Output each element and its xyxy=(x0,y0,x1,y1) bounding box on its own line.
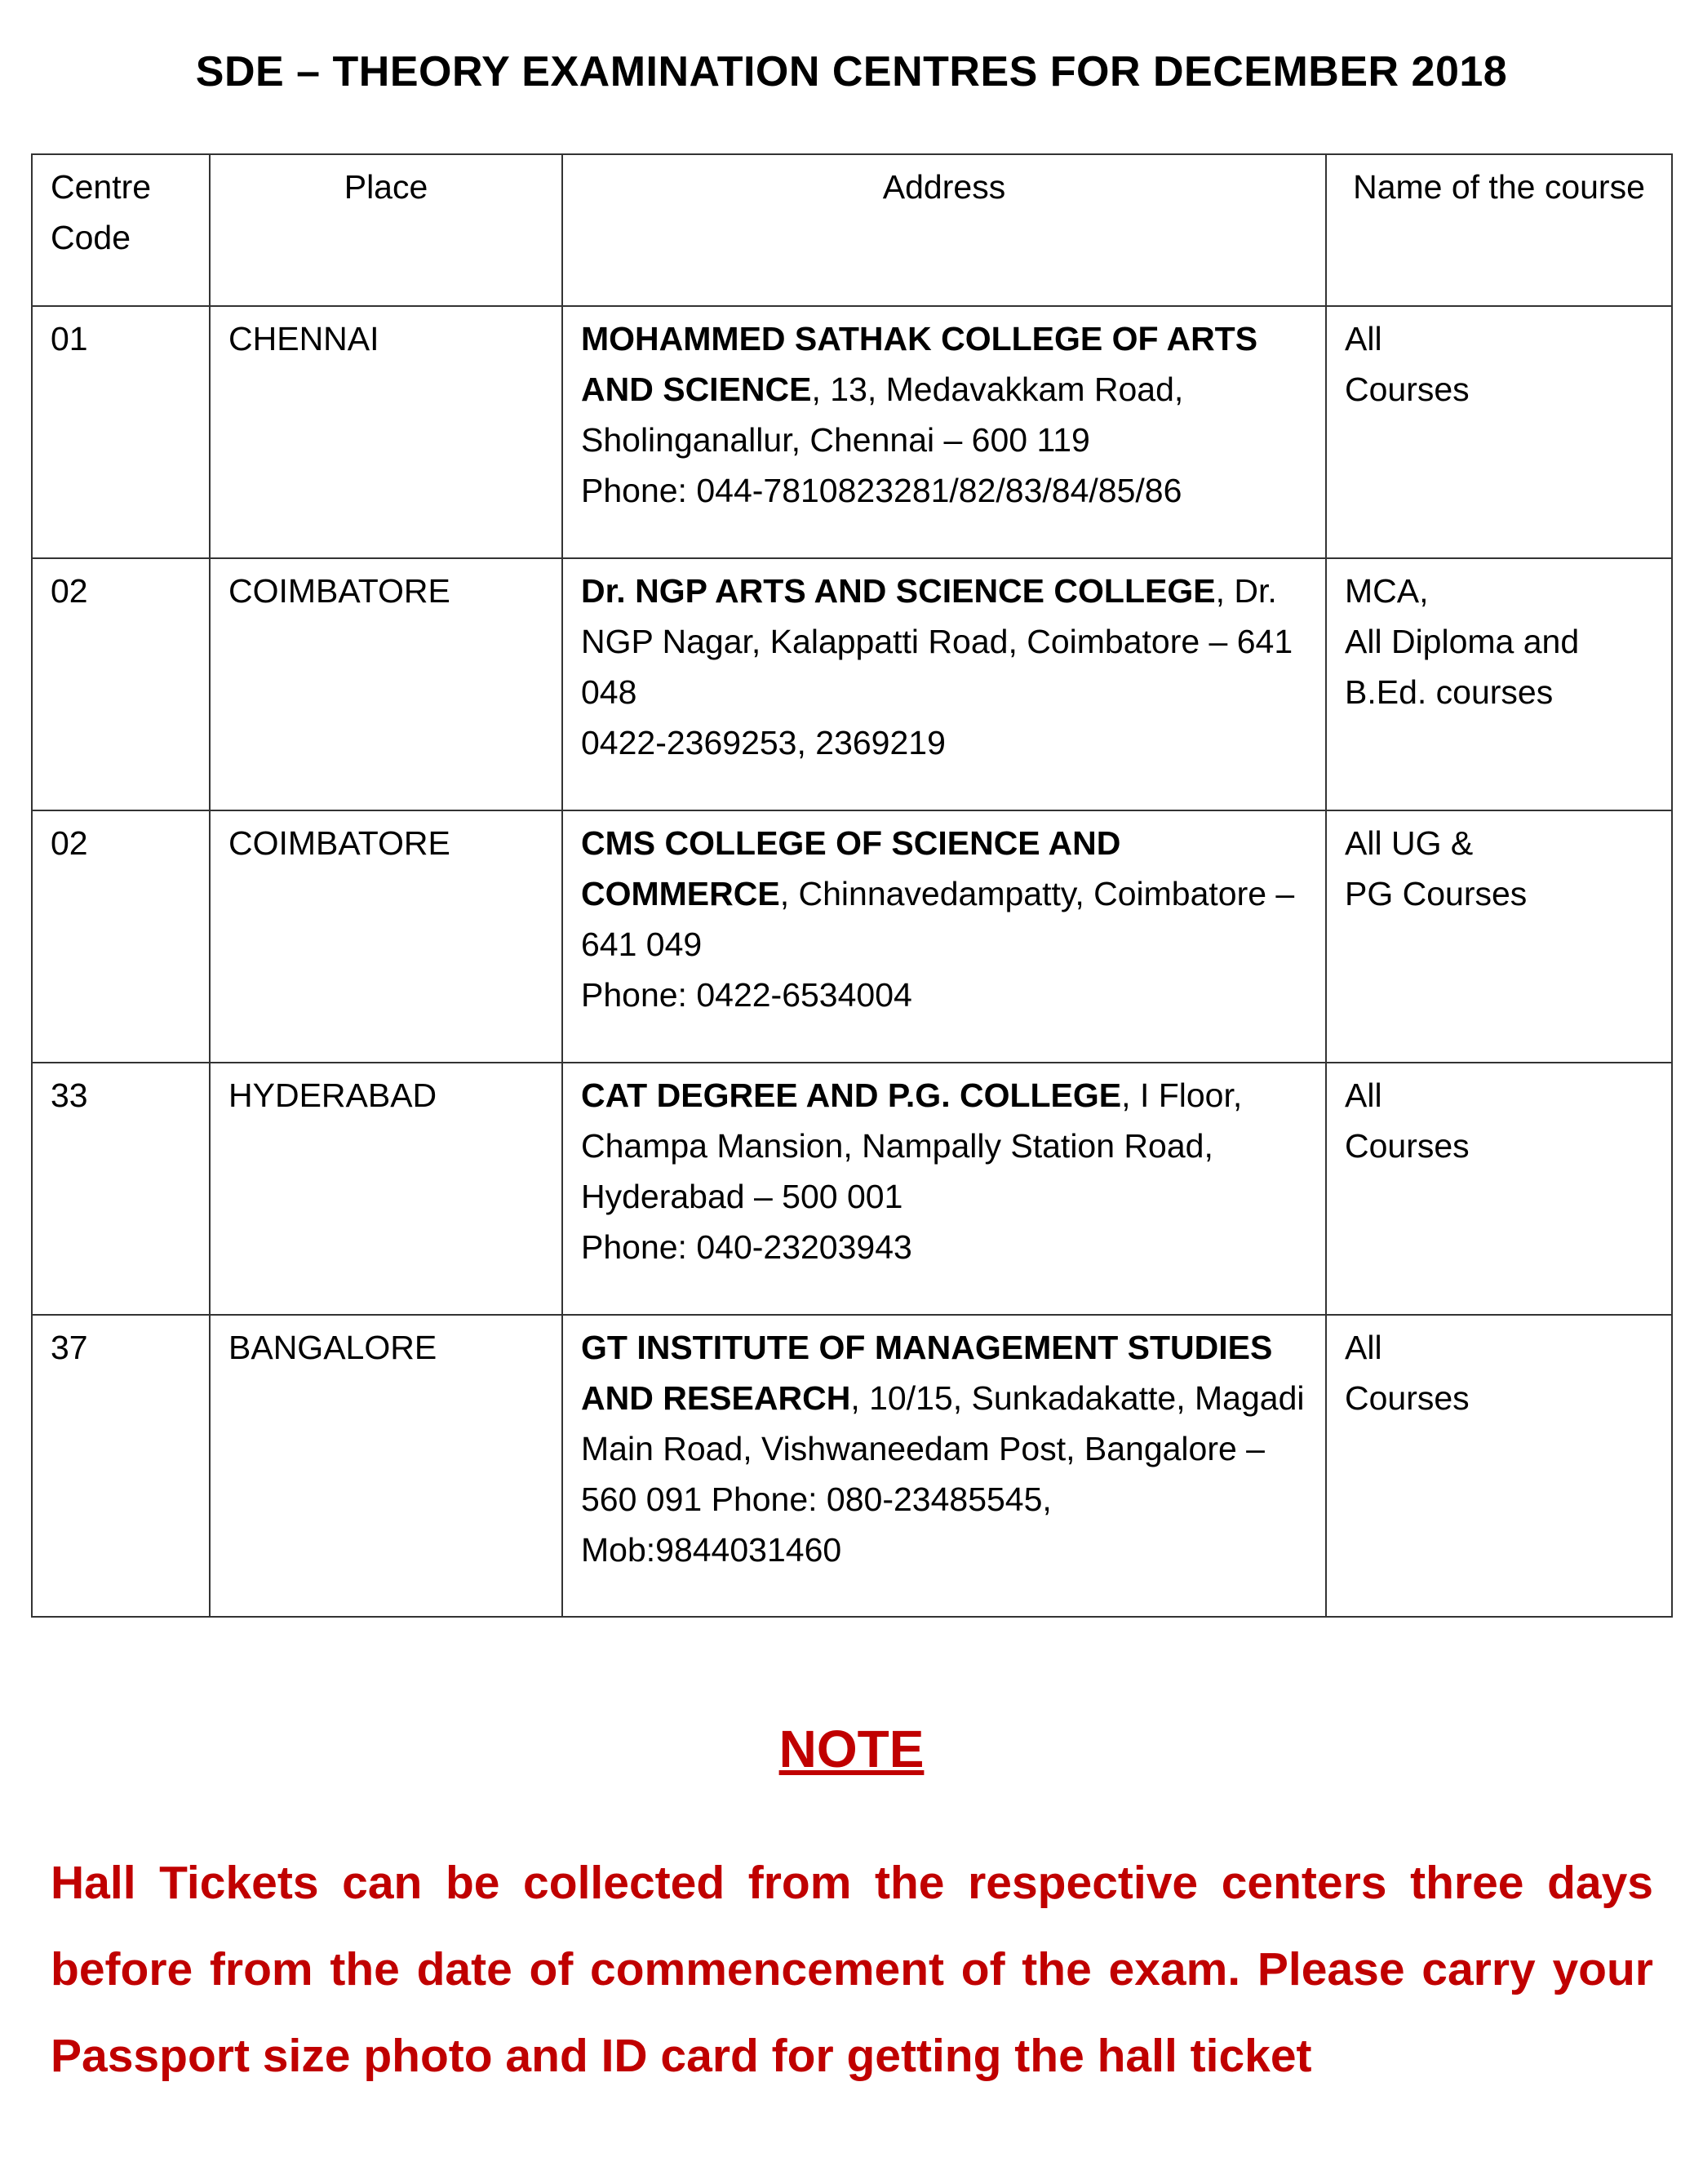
address-text: , 10/15, Sunkadakatte, Magadi Main Road, Vishwaneedam Post, Bangalore – 560 091 Phone: 080-23485545, Mob:9844031460 xyxy=(581,1379,1305,1569)
centre-code-cell: 02 xyxy=(32,558,210,810)
course-cell xyxy=(1326,306,1672,558)
note-text: Hall Tickets can be collected from the respective centers three days before from the date of commencement of the exam. Please carry your Passport size photo and ID card for getting the hall ticket xyxy=(51,1857,1653,2082)
course-line: Courses xyxy=(1345,371,1470,408)
institution-name: CMS COLLEGE OF SCIENCE AND COMMERCE xyxy=(581,824,1121,912)
institution-name: MOHAMMED SATHAK COLLEGE OF ARTS AND SCIENCE xyxy=(581,320,1258,408)
header-course: Name of the course xyxy=(1326,154,1672,306)
centre-code-cell: 33 xyxy=(32,1063,210,1315)
table-row xyxy=(32,1063,1672,1315)
course-line: All xyxy=(1345,320,1382,357)
course-cell xyxy=(1326,810,1672,1063)
page-title: SDE – THEORY EXAMINATION CENTRES FOR DECEMBER 2018 xyxy=(195,48,1508,95)
course-line: MCA, xyxy=(1345,572,1429,610)
course-line: All xyxy=(1345,1329,1382,1366)
phone-text: Phone: 0422-6534004 xyxy=(581,976,912,1014)
address-text: , I Floor, Champa Mansion, Nampally Station Road, Hyderabad – 500 001 xyxy=(581,1076,1243,1215)
course-line: PG Courses xyxy=(1345,875,1528,912)
table-header-row xyxy=(32,154,1672,306)
address-cell xyxy=(562,810,1326,1063)
place-cell: COIMBATORE xyxy=(210,810,562,1063)
address-text: , Chinnavedampatty, Coimbatore – 641 049 xyxy=(581,875,1295,963)
course-cell xyxy=(1326,1063,1672,1315)
centre-code-cell: 01 xyxy=(32,306,210,558)
centre-code-cell: 37 xyxy=(32,1315,210,1617)
centre-code-cell: 02 xyxy=(32,810,210,1063)
table-row xyxy=(32,810,1672,1063)
note-heading: NOTE xyxy=(778,1720,925,1778)
address-text: , Dr. NGP Nagar, Kalappatti Road, Coimbatore – 641 048 xyxy=(581,572,1293,711)
phone-text: Phone: 044-7810823281/82/83/84/85/86 xyxy=(581,472,1182,509)
place-cell: HYDERABAD xyxy=(210,1063,562,1315)
course-cell xyxy=(1326,1315,1672,1617)
address-cell xyxy=(562,306,1326,558)
institution-name: Dr. NGP ARTS AND SCIENCE COLLEGE xyxy=(581,572,1216,610)
table-row xyxy=(32,306,1672,558)
course-line: All Diploma and B.Ed. courses xyxy=(1345,623,1580,711)
address-cell xyxy=(562,558,1326,810)
address-cell xyxy=(562,1315,1326,1617)
header-centre-code: Centre Code xyxy=(32,154,210,306)
address-text: , 13, Medavakkam Road, Sholinganallur, Chennai – 600 119 xyxy=(581,371,1184,459)
phone-text: 0422-2369253, 2369219 xyxy=(581,724,946,761)
address-cell xyxy=(562,1063,1326,1315)
phone-text: Phone: 040-23203943 xyxy=(581,1228,912,1266)
institution-name: GT INSTITUTE OF MANAGEMENT STUDIES AND RESEARCH xyxy=(581,1329,1273,1417)
course-line: Courses xyxy=(1345,1127,1470,1165)
place-cell: BANGALORE xyxy=(210,1315,562,1617)
place-cell: COIMBATORE xyxy=(210,558,562,810)
header-place: Place xyxy=(210,154,562,306)
table-row xyxy=(32,1315,1672,1617)
institution-name: CAT DEGREE AND P.G. COLLEGE xyxy=(581,1076,1122,1114)
table-row xyxy=(32,558,1672,810)
course-cell xyxy=(1326,558,1672,810)
course-line: All UG & xyxy=(1345,824,1474,862)
header-address: Address xyxy=(562,154,1326,306)
course-line: Courses xyxy=(1345,1379,1470,1417)
course-line: All xyxy=(1345,1076,1382,1114)
exam-centres-table xyxy=(31,153,1673,1618)
place-cell: CHENNAI xyxy=(210,306,562,558)
